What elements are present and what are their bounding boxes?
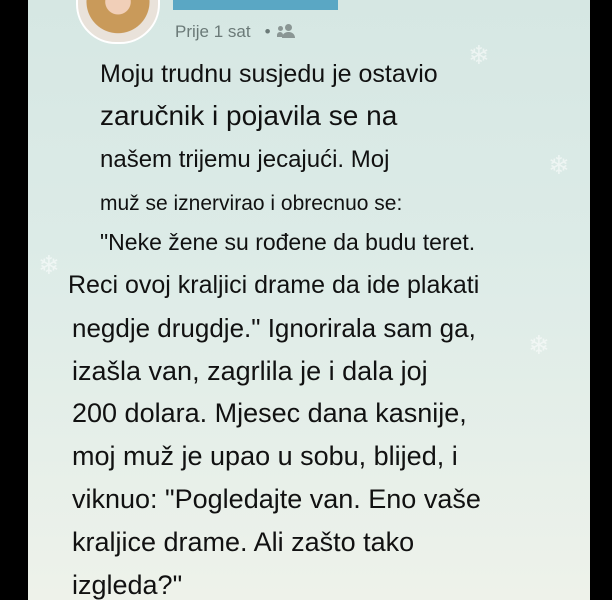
post-text-line: zaručnik i pojavila se na: [100, 100, 398, 131]
friends-icon[interactable]: [277, 24, 297, 38]
avatar[interactable]: [76, 0, 160, 44]
post-text-line: izašla van, zagrlila je i dala joj: [72, 356, 428, 386]
snowflake-icon: ❄: [548, 150, 570, 180]
post-text-line: negdje drugdje." Ignorirala sam ga,: [72, 313, 476, 343]
post-text-line: moj muž je upao u sobu, blijed, i: [72, 441, 458, 471]
post-text-line: Moju trudnu susjedu je ostavio: [100, 60, 438, 88]
post-text-line: kraljice drame. Ali zašto tako: [72, 527, 415, 557]
timestamp[interactable]: Prije 1 sat: [175, 22, 251, 41]
post-card: [28, 0, 590, 600]
snowflake-icon: ❄: [528, 330, 550, 360]
snowflake-icon: ❄: [468, 40, 490, 70]
post-text-line: muž se iznervirao i obrecnuo se:: [100, 192, 403, 215]
post-text-line: Reci ovoj kraljici drame da ide plakati: [68, 271, 480, 299]
separator: •: [264, 22, 271, 41]
post-meta: [175, 22, 297, 42]
post-text-line: viknuo: "Pogledajte van. Eno vaše: [72, 484, 481, 514]
snowflake-icon: ❄: [38, 250, 60, 280]
post-text-line: "Neke žene su rođene da budu teret.: [100, 229, 476, 255]
post-text-line: našem trijemu jecajući. Moj: [100, 146, 390, 173]
author-name-redaction: [173, 0, 338, 10]
post-text-line: 200 dolara. Mjesec dana kasnije,: [72, 398, 467, 428]
post-text-line: izgleda?": [72, 570, 183, 600]
